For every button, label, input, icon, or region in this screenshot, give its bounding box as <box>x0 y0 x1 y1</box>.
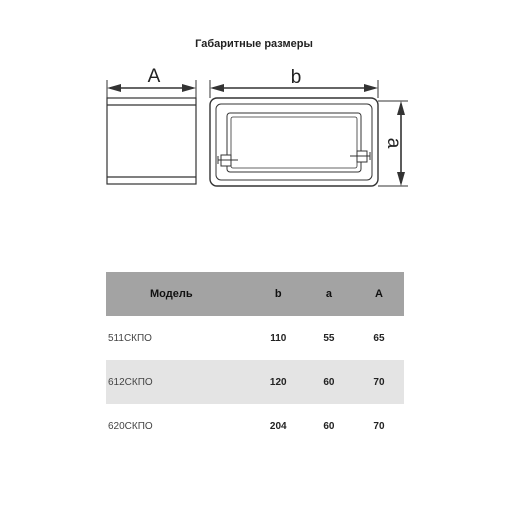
table-row <box>106 404 404 448</box>
row-a: 60 <box>304 360 354 404</box>
page-title: Габаритные размеры <box>195 38 313 50</box>
header-A: A <box>354 272 404 316</box>
row-b: 204 <box>269 420 287 432</box>
front-view-outer <box>210 98 378 186</box>
side-view <box>107 98 196 184</box>
row-A: 65 <box>373 332 385 344</box>
table-row <box>106 316 404 360</box>
table-row <box>106 360 404 404</box>
dim-b-arrow-right <box>364 84 378 92</box>
row-b: 120 <box>253 360 304 404</box>
dim-A-label: A <box>147 66 161 87</box>
dim-A-arrow-left <box>107 84 121 92</box>
table-header-row <box>106 272 404 316</box>
dim-a-arrow-bottom <box>397 172 405 186</box>
dimensions-table <box>106 272 404 448</box>
dim-A-arrow-right <box>182 84 196 92</box>
header-a: a <box>304 272 354 316</box>
row-model: 511СКПО <box>108 332 152 344</box>
row-A: 70 <box>373 420 385 432</box>
row-model: 612СКПО <box>106 360 253 404</box>
row-a: 60 <box>323 420 335 432</box>
dim-a-label: a <box>383 137 404 149</box>
row-model: 620СКПО <box>108 420 153 432</box>
dim-a-arrow-top <box>397 101 405 115</box>
row-a: 55 <box>323 332 335 344</box>
row-b: 110 <box>270 332 287 344</box>
header-b: b <box>253 272 304 316</box>
dim-b-label: b <box>290 67 302 88</box>
header-model: Модель <box>106 272 253 316</box>
row-A: 70 <box>354 360 404 404</box>
dim-b-arrow-left <box>210 84 224 92</box>
